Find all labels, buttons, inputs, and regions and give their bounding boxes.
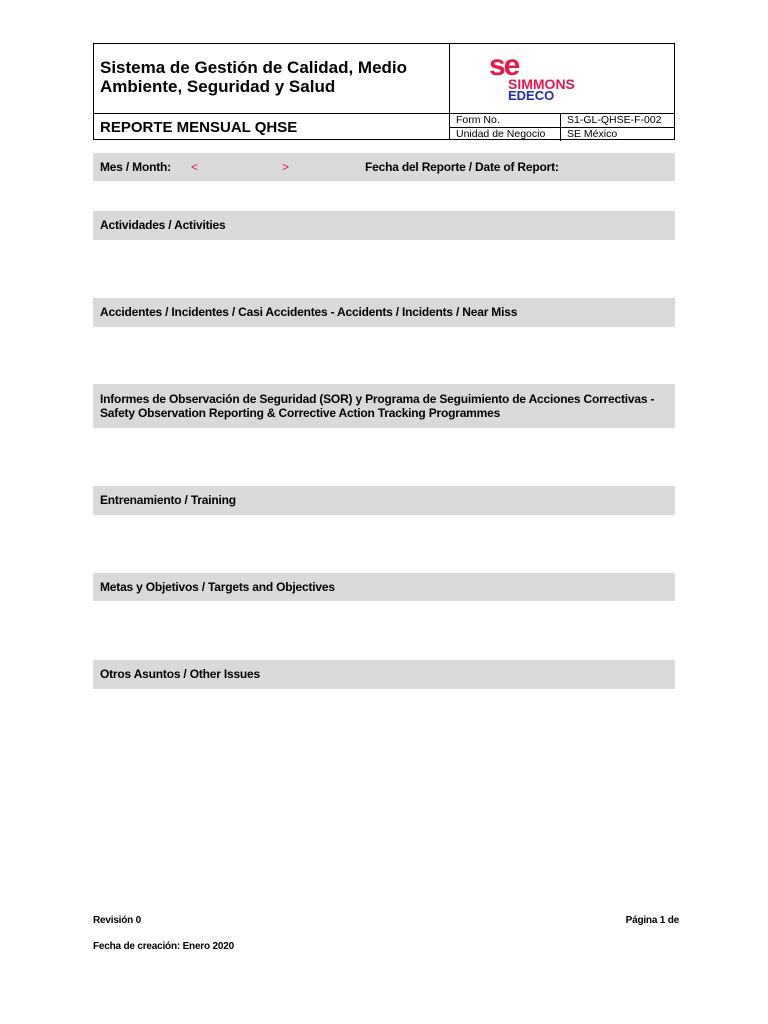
- business-unit-row: [450, 127, 674, 140]
- section-activities: [93, 211, 675, 240]
- revision-label: Revisión 0: [93, 915, 142, 926]
- section-training: [93, 486, 675, 515]
- report-date-label: Fecha del Reporte / Date of Report:: [365, 160, 559, 174]
- report-title-cell: [94, 113, 450, 139]
- logo-line-2: EDECO: [508, 88, 555, 103]
- section-title-line-2: Safety Observation Reporting & Corrective Action Tracking Programmes: [100, 406, 501, 420]
- form-no-value: S1-GL-QHSE-F-002: [567, 114, 662, 126]
- section-sor: [93, 384, 675, 428]
- prev-month-arrow[interactable]: <: [191, 160, 198, 174]
- section-title: Metas y Objetivos / Targets and Objectives: [100, 580, 335, 594]
- section-accidents: [93, 298, 675, 327]
- section-title: Entrenamiento / Training: [100, 493, 236, 507]
- creation-date: Fecha de creación: Enero 2020: [93, 941, 234, 952]
- section-title-line-1: Informes de Observación de Seguridad (SOR) y Programa de Seguimiento de Acciones Correctivas -: [100, 392, 655, 406]
- report-title: REPORTE MENSUAL QHSE: [100, 119, 298, 136]
- logo-line-1: SIMMONS: [508, 76, 575, 92]
- section-title: Actividades / Activities: [100, 218, 226, 232]
- section-title: Accidentes / Incidentes / Casi Accidentes - Accidents / Incidents / Near Miss: [100, 305, 518, 319]
- simmons-edeco-logo: [450, 44, 674, 113]
- section-targets: [93, 573, 675, 601]
- column-divider: [560, 128, 561, 141]
- month-bar: [93, 153, 675, 181]
- section-title: Otros Asuntos / Other Issues: [100, 667, 260, 681]
- business-unit-value: SE México: [567, 128, 618, 140]
- document-header: [93, 43, 675, 140]
- logo-mark: se: [489, 49, 519, 82]
- form-no-row: [450, 114, 674, 127]
- form-info-grid: [450, 113, 674, 139]
- next-month-arrow[interactable]: >: [282, 160, 289, 174]
- logo-cell: [450, 44, 674, 113]
- form-no-label: Form No.: [456, 114, 500, 126]
- title-cell: [94, 44, 450, 113]
- page-number: Página 1 de: [625, 915, 679, 926]
- section-other: [93, 660, 675, 689]
- month-label: Mes / Month:: [100, 160, 171, 174]
- business-unit-label: Unidad de Negocio: [456, 128, 546, 140]
- document-title: Sistema de Gestión de Calidad, Medio Ambiente, Seguridad y Salud: [100, 58, 408, 96]
- column-divider: [560, 114, 561, 127]
